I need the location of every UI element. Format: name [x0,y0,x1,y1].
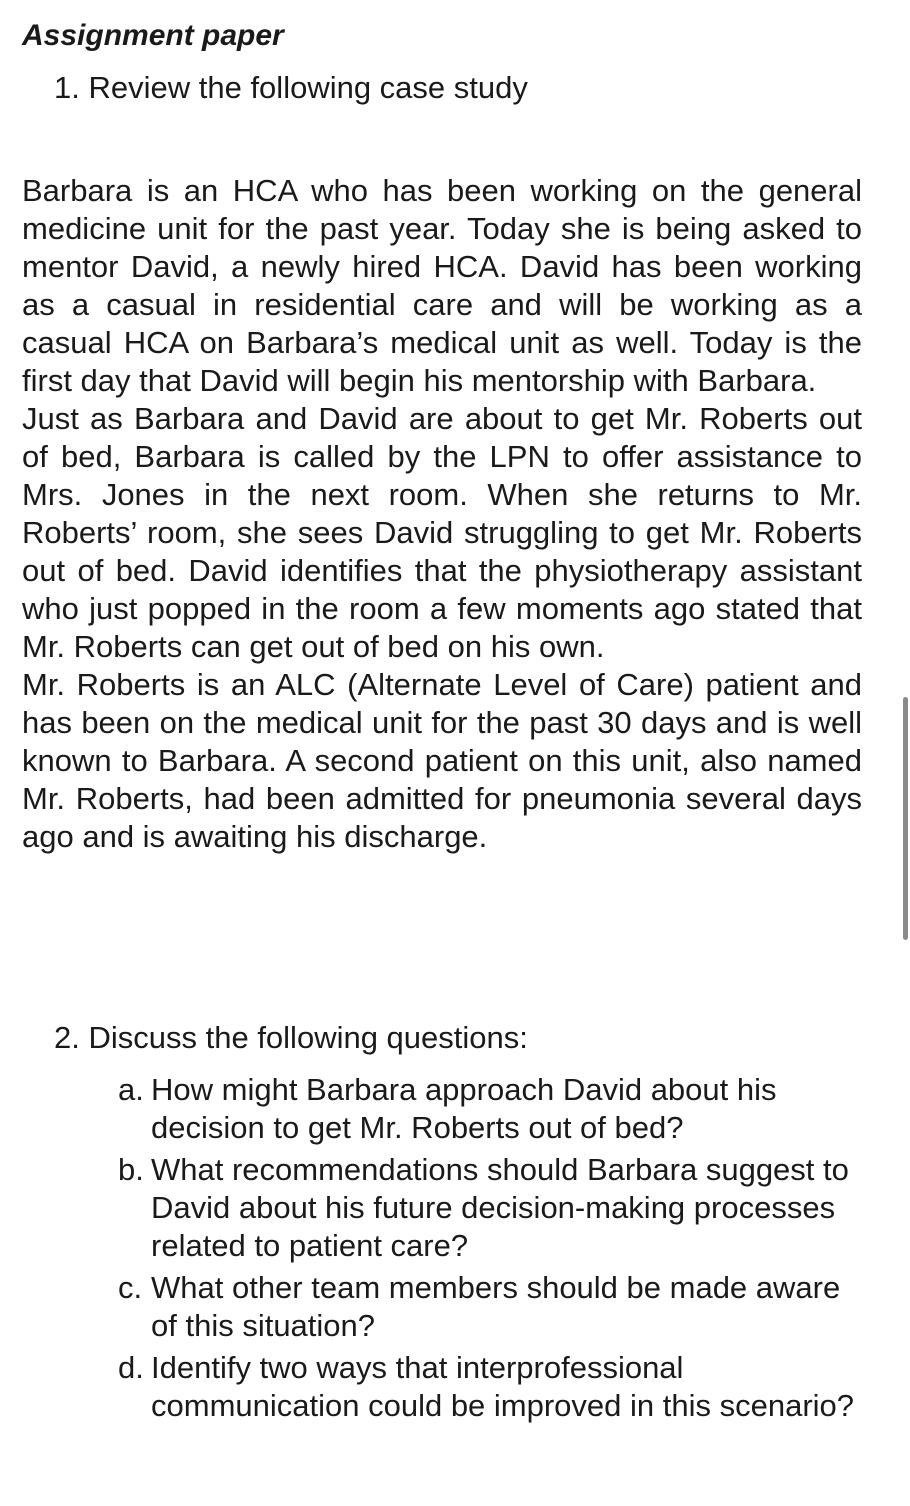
question-list [118,1071,868,1429]
section-1-heading [54,69,528,107]
case-study-paragraph-2: Just as Barbara and David are about to get Mr. Roberts out of bed, Barbara is called by the LPN to offer assistance to Mrs. Jones in the next room. When she returns to Mr. Roberts’ room, she sees David struggling to get Mr. Roberts out of bed. David identifies that the physiotherapy assistant who just popped in the room a few moments ago stated that Mr. Roberts can get out of bed on his own. [22,401,862,664]
question-item-b [118,1151,868,1265]
section-2-number: 2. [54,1020,80,1055]
vertical-scrollbar[interactable] [903,697,908,940]
question-marker: b. [118,1152,144,1187]
question-marker: a. [118,1072,144,1107]
question-item-c [118,1269,868,1345]
case-study [22,172,862,856]
section-1-text: Review the following case study [88,70,528,105]
question-item-d [118,1349,868,1425]
page-title: Assignment paper [22,19,284,52]
case-study-paragraph-3: Mr. Roberts is an ALC (Alternate Level of Care) patient and has been on the medical unit for the past 30 days and is well known to Barbara. A second patient on this unit, also named Mr. Roberts, had been admitted for pneumonia several days ago and is awaiting his discharge. [22,667,862,854]
section-1-number: 1. [54,70,80,105]
question-marker: d. [118,1350,144,1385]
question-text: How might Barbara approach David about his decision to get Mr. Roberts out of bed? [151,1072,777,1145]
question-marker: c. [118,1270,143,1305]
section-2-text: Discuss the following questions: [88,1020,528,1055]
case-study-paragraph-1: Barbara is an HCA who has been working on the general medicine unit for the past year. Today she is being asked to mentor David, a newly hired HCA. David has been working as a casual in residential care and will be working as a casual HCA on Barbara’s medical unit as well. Today is the first day that David will begin his mentorship with Barbara. [22,173,862,398]
section-2-heading [54,1019,528,1057]
question-text: What other team members should be made aware of this situation? [151,1270,841,1343]
question-item-a [118,1071,868,1147]
question-text: What recommendations should Barbara suggest to David about his future decision-making processes related to patient care? [151,1152,849,1263]
question-text: Identify two ways that interprofessional communication could be improved in this scenario? [151,1350,855,1423]
